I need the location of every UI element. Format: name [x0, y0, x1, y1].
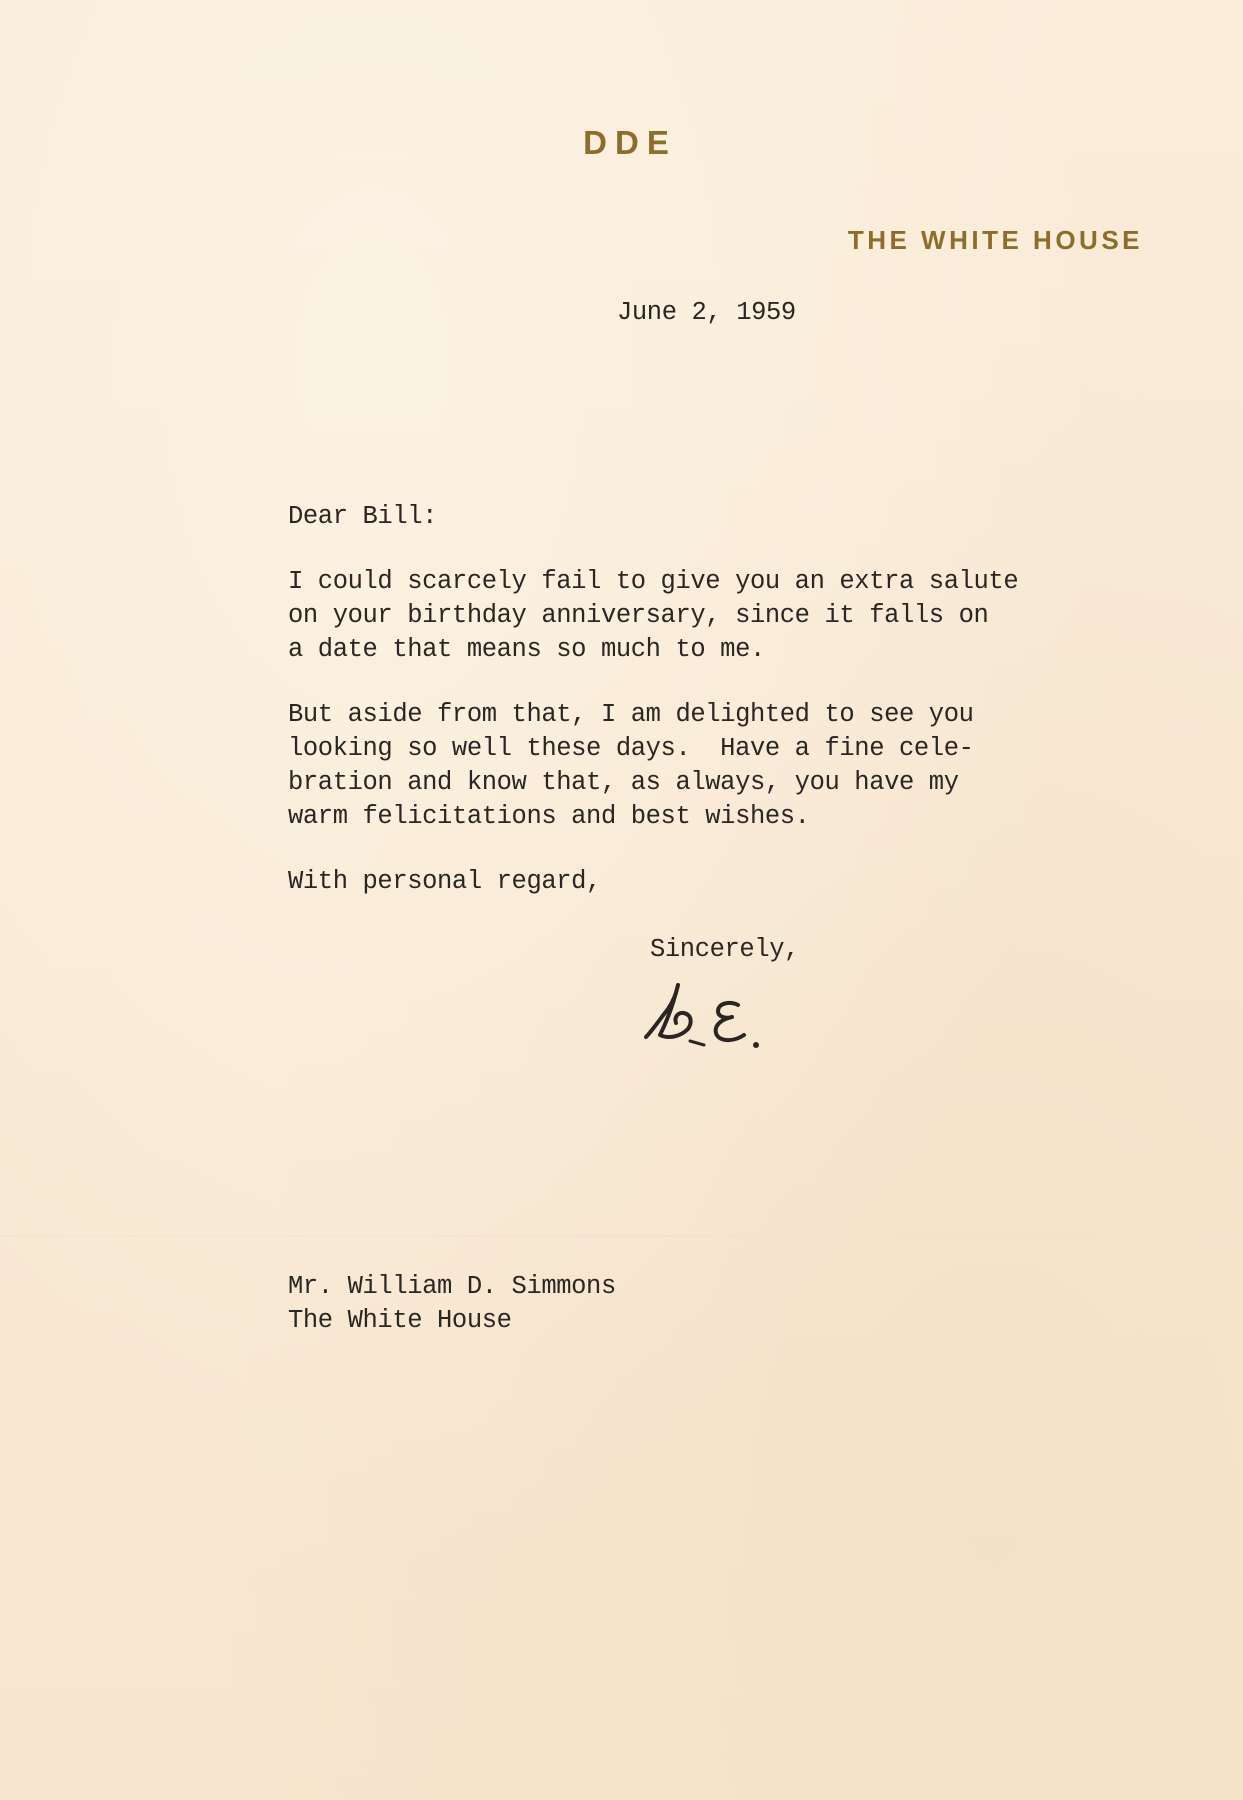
- letter-body: [288, 500, 1019, 899]
- paragraph-line: But aside from that, I am delighted to see you: [288, 700, 974, 729]
- letter-date: June 2, 1959: [617, 298, 796, 327]
- paragraph-line: on your birthday anniversary, since it falls on: [288, 601, 989, 630]
- paragraph-line: bration and know that, as always, you have my: [288, 768, 959, 797]
- paragraph-line: I could scarcely fail to give you an extra salute: [288, 567, 1019, 596]
- paragraph-line: warm felicitations and best wishes.: [288, 802, 810, 831]
- letterhead-monogram: DDE: [583, 124, 677, 161]
- paragraph-2: [288, 698, 1008, 834]
- salutation: Dear Bill:: [288, 502, 438, 531]
- paragraph-1: [288, 565, 1019, 667]
- letterhead-office: THE WHITE HOUSE: [847, 225, 1143, 255]
- handwritten-signature: [638, 975, 798, 1065]
- recipient-address: The White House: [288, 1306, 512, 1335]
- closing-remark: With personal regard,: [288, 867, 601, 896]
- paper-fold-line: [0, 1236, 1243, 1238]
- sign-off: Sincerely,: [650, 935, 800, 964]
- recipient-name: Mr. William D. Simmons: [288, 1272, 616, 1301]
- recipient-block: [288, 1270, 616, 1338]
- paragraph-line: looking so well these days. Have a fine cele-: [288, 734, 974, 763]
- paragraph-line: a date that means so much to me.: [288, 635, 765, 664]
